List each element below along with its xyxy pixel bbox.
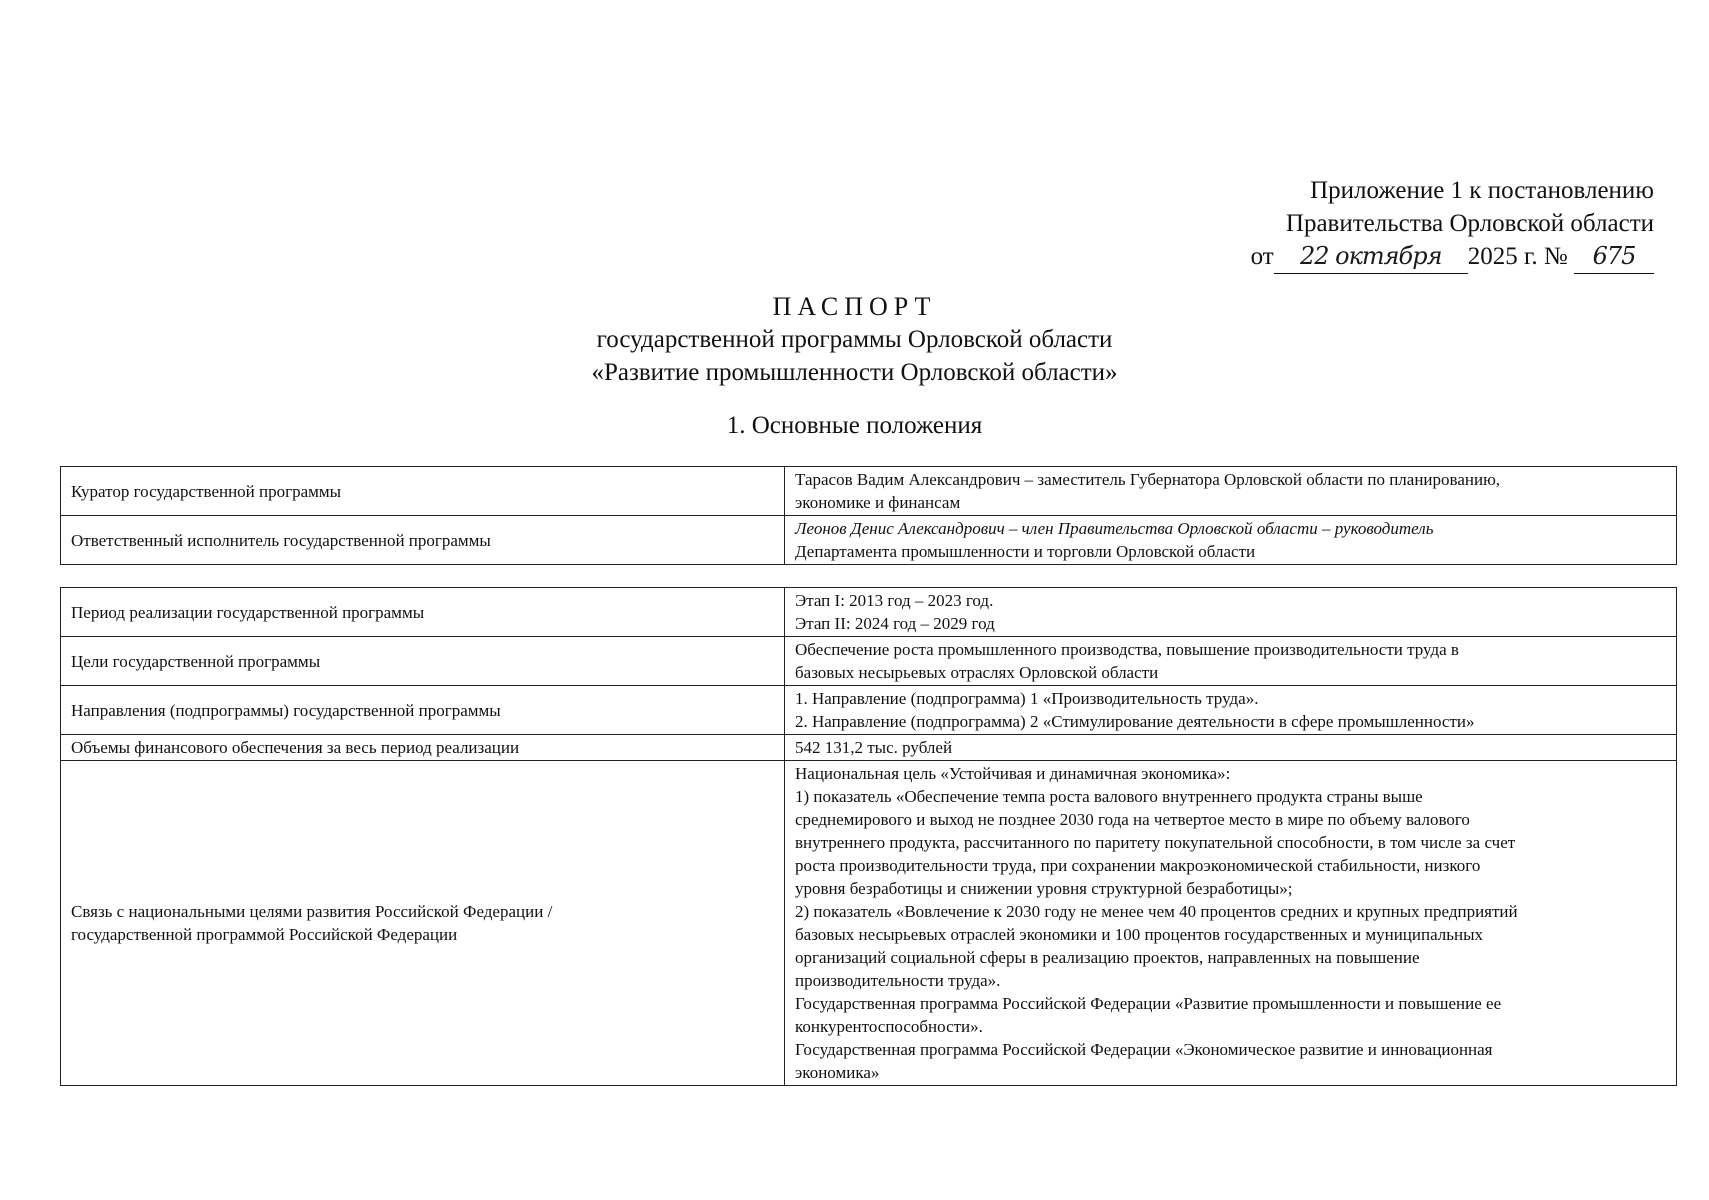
- value-line: экономике и финансам: [795, 493, 961, 512]
- value-line: 2) показатель «Вовлечение к 2030 году не менее чем 40 процентов средних и крупных предприятий: [795, 902, 1518, 921]
- row-label: Куратор государственной программы: [61, 467, 785, 516]
- value-line: экономика»: [795, 1063, 880, 1082]
- label-line: Связь с национальными целями развития Российской Федерации /: [71, 902, 553, 921]
- value-line: базовых несырьевых отраслей экономики и 100 процентов государственных и муниципальных: [795, 925, 1484, 944]
- value-line: 1. Направление (подпрограмма) 1 «Производительность труда».: [795, 689, 1259, 708]
- section-title: 1. Основные положения: [726, 412, 983, 439]
- title-line-3: «Развитие промышленности Орловской области»: [591, 359, 1118, 386]
- row-label: Период реализации государственной программы: [61, 588, 785, 637]
- title-passport: ПАСПОРТ: [772, 292, 937, 321]
- handwritten-number: 675: [1574, 240, 1654, 274]
- value-line: Тарасов Вадим Александрович – заместитель Губернатора Орловской области по планированию,: [795, 470, 1501, 489]
- row-label: Цели государственной программы: [61, 637, 785, 686]
- table-row-curator: [61, 467, 1677, 516]
- value-line: организаций социальной сферы в реализацию проектов, направленных на повышение: [795, 948, 1420, 967]
- value-line: Обеспечение роста промышленного производства, повышение производительности труда в: [795, 640, 1459, 659]
- row-value: [785, 516, 1677, 565]
- appendix-line-3: [1251, 240, 1654, 274]
- value-line: Национальная цель «Устойчивая и динамичная экономика»:: [795, 764, 1231, 783]
- appendix-line-1: Приложение 1 к постановлению: [1310, 177, 1654, 204]
- row-label: [61, 761, 785, 1086]
- value-line: роста производительности труда, при сохранении макроэкономической стабильности, низкого: [795, 856, 1481, 875]
- value-line: Этап I: 2013 год – 2023 год.: [795, 591, 994, 610]
- value-line: Этап II: 2024 год – 2029 год: [795, 614, 995, 633]
- row-value: [785, 637, 1677, 686]
- value-line: Государственная программа Российской Федерации «Экономическое развитие и инновационная: [795, 1040, 1493, 1059]
- row-label: Объемы финансового обеспечения за весь период реализации: [61, 735, 785, 761]
- value-line: базовых несырьевых отраслях Орловской области: [795, 663, 1159, 682]
- value-line: 542 131,2 тыс. рублей: [795, 738, 953, 757]
- value-line: конкурентоспособности».: [795, 1017, 983, 1036]
- appendix-year: 2025 г. №: [1467, 243, 1568, 270]
- row-value: [785, 761, 1677, 1086]
- table-row-goals: [61, 637, 1677, 686]
- document-title: [0, 290, 1709, 389]
- appendix-line-2: Правительства Орловской области: [1285, 210, 1654, 237]
- title-line-2: государственной программы Орловской области: [596, 326, 1113, 353]
- row-value: [785, 467, 1677, 516]
- table-row-executor: [61, 516, 1677, 565]
- handwritten-date: 22 октября: [1274, 240, 1468, 274]
- passport-table-2: [60, 587, 1677, 1086]
- row-value: [785, 735, 1677, 761]
- value-line: внутреннего продукта, рассчитанного по паритету покупательной способности, в том числе за счет: [795, 833, 1516, 852]
- label-line: государственной программой Российской Федерации: [71, 925, 458, 944]
- value-line: Департамента промышленности и торговли Орловской области: [795, 542, 1256, 561]
- table-row-directions: [61, 686, 1677, 735]
- passport-table-1: [60, 466, 1677, 565]
- appendix-header: [1251, 174, 1654, 274]
- value-line: Леонов Денис Александрович – член Правительства Орловской области – руководитель: [795, 519, 1434, 538]
- value-line: производительности труда».: [795, 971, 1001, 990]
- value-line: 1) показатель «Обеспечение темпа роста валового внутреннего продукта страны выше: [795, 787, 1423, 806]
- row-label: Направления (подпрограммы) государственной программы: [61, 686, 785, 735]
- table-row-funding: [61, 735, 1677, 761]
- appendix-prefix: от: [1250, 243, 1274, 270]
- value-line: уровня безработицы и снижении уровня структурной безработицы»;: [795, 879, 1293, 898]
- table-row-national-goals: [61, 761, 1677, 1086]
- row-label: Ответственный исполнитель государственной программы: [61, 516, 785, 565]
- row-value: [785, 588, 1677, 637]
- value-line: Государственная программа Российской Федерации «Развитие промышленности и повышение ее: [795, 994, 1502, 1013]
- table-row-period: [61, 588, 1677, 637]
- value-line: 2. Направление (подпрограмма) 2 «Стимулирование деятельности в сфере промышленности»: [795, 712, 1475, 731]
- value-line: среднемирового и выход не позднее 2030 года на четвертое место в мире по объему валового: [795, 810, 1470, 829]
- row-value: [785, 686, 1677, 735]
